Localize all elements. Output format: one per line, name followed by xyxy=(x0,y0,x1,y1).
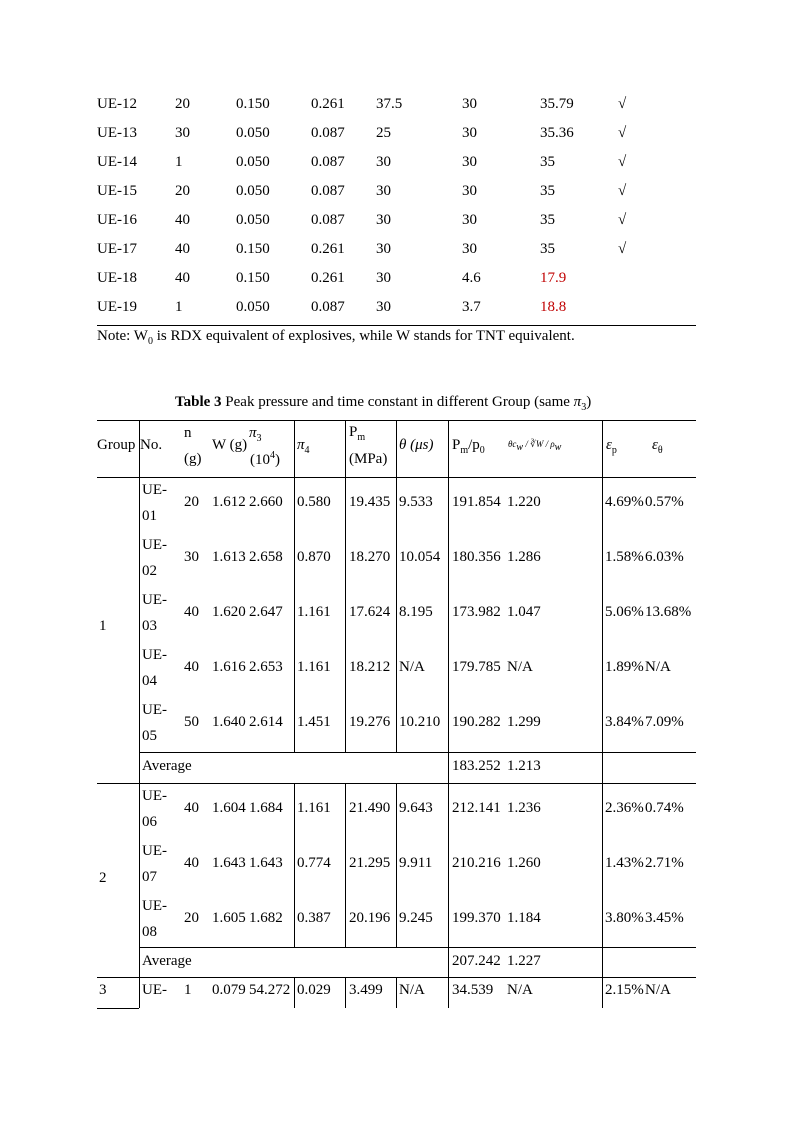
row-theta: 9.245 xyxy=(399,910,433,926)
table2-row-id: UE-17 xyxy=(97,241,137,257)
row-theta: N/A xyxy=(399,659,425,675)
row-ratio: N/A xyxy=(507,982,533,998)
row-ratio: 1.184 xyxy=(507,910,541,926)
vrule-after-pi3-b xyxy=(294,783,295,947)
row-n: 50 xyxy=(184,714,199,730)
row-e0: N/A xyxy=(645,982,671,998)
average-ratio: 1.227 xyxy=(507,953,541,969)
row-ep: 3.84% xyxy=(605,714,644,730)
table2-row-id: UE-19 xyxy=(97,299,137,315)
row-pi4: 1.161 xyxy=(297,659,331,675)
row-pm: 17.624 xyxy=(349,604,391,620)
row-ratio: 1.220 xyxy=(507,494,541,510)
table2-row-w: 0.261 xyxy=(311,96,345,112)
average-pmp0: 183.252 xyxy=(452,758,501,774)
row-no-prefix: UE- xyxy=(142,702,167,718)
row-no-suffix: 07 xyxy=(142,869,157,885)
header-e0: $\varepsilon_\theta$ xyxy=(652,437,663,456)
row-pm: 19.276 xyxy=(349,714,391,730)
row-w: 1.613 xyxy=(212,549,246,565)
table2-row-c: 30 xyxy=(376,241,391,257)
table2-row-check: √ xyxy=(618,212,627,228)
row-pi3: 1.643 xyxy=(249,855,283,871)
table2-bottom-rule xyxy=(97,325,696,326)
table2-row-id: UE-15 xyxy=(97,183,137,199)
vrule-after-pi4-c xyxy=(345,977,346,1008)
row-pi3: 2.614 xyxy=(249,714,283,730)
average-ratio: 1.213 xyxy=(507,758,541,774)
table2-row-w0: 0.050 xyxy=(236,212,270,228)
header-pi4: $\pi_4$ xyxy=(297,437,310,456)
row-ratio: 1.286 xyxy=(507,549,541,565)
table2-row-w0: 0.050 xyxy=(236,299,270,315)
row-ratio: N/A xyxy=(507,659,533,675)
row-w: 1.643 xyxy=(212,855,246,871)
row-pi4: 1.161 xyxy=(297,604,331,620)
header-pm: $P_m$ xyxy=(349,424,366,443)
table3-caption: Table 3 Peak pressure and time constant in different Group (same $\pi_3$) xyxy=(175,394,592,413)
header-pi3: $\pi_3$ xyxy=(249,425,262,444)
row-no-suffix: 03 xyxy=(142,618,157,634)
header-pmp0: $P_m/p_0$ xyxy=(452,437,485,456)
group2-avg-rule xyxy=(139,947,696,948)
table2-row-d: 30 xyxy=(462,154,477,170)
row-ep: 4.69% xyxy=(605,494,644,510)
average-label: Average xyxy=(142,758,192,774)
group3-partial-rule xyxy=(97,1008,139,1009)
table2-row-id: UE-12 xyxy=(97,96,137,112)
row-n: 40 xyxy=(184,855,199,871)
row-pmp0: 173.982 xyxy=(452,604,501,620)
table2-row-e: 35 xyxy=(540,183,555,199)
row-pmp0: 212.141 xyxy=(452,800,501,816)
table2-row-check: √ xyxy=(618,125,627,141)
row-n: 40 xyxy=(184,604,199,620)
group-label: 3 xyxy=(99,982,107,998)
table2-row-c: 30 xyxy=(376,183,391,199)
row-ep: 1.58% xyxy=(605,549,644,565)
row-no-prefix: UE- xyxy=(142,788,167,804)
row-theta: 10.210 xyxy=(399,714,441,730)
row-pi4: 0.870 xyxy=(297,549,331,565)
table2-row-e: 35 xyxy=(540,154,555,170)
row-pmp0: 191.854 xyxy=(452,494,501,510)
row-e0: 2.71% xyxy=(645,855,684,871)
row-pm: 18.270 xyxy=(349,549,391,565)
table2-row-w: 0.087 xyxy=(311,154,345,170)
row-w: 1.640 xyxy=(212,714,246,730)
row-ep: 5.06% xyxy=(605,604,644,620)
vrule-after-pm-c xyxy=(396,977,397,1008)
table2-row-w0: 0.050 xyxy=(236,154,270,170)
row-ep: 1.43% xyxy=(605,855,644,871)
table2-row-id: UE-14 xyxy=(97,154,137,170)
table2-row-c: 37.5 xyxy=(376,96,403,112)
table2-row-e: 35 xyxy=(540,212,555,228)
row-no-suffix: 05 xyxy=(142,728,157,744)
header-pm-unit: (MPa) xyxy=(349,451,388,467)
row-w: 1.616 xyxy=(212,659,246,675)
table2-row-c: 30 xyxy=(376,299,391,315)
row-pm: 18.212 xyxy=(349,659,391,675)
row-n: 40 xyxy=(184,800,199,816)
row-w: 0.079 xyxy=(212,982,246,998)
vrule-after-pi3-c xyxy=(294,977,295,1008)
row-theta: 10.054 xyxy=(399,549,441,565)
table2-row-e: 35 xyxy=(540,241,555,257)
row-ratio: 1.299 xyxy=(507,714,541,730)
row-pi4: 1.451 xyxy=(297,714,331,730)
row-no-suffix: 04 xyxy=(142,673,157,689)
header-w: W (g) xyxy=(212,437,248,453)
row-e0: 6.03% xyxy=(645,549,684,565)
table2-row-w: 0.087 xyxy=(311,299,345,315)
row-w: 1.605 xyxy=(212,910,246,926)
row-pi4: 0.029 xyxy=(297,982,331,998)
table2-row-n: 1 xyxy=(175,154,183,170)
row-pi3: 2.658 xyxy=(249,549,283,565)
table2-row-check: √ xyxy=(618,96,627,112)
row-pi3: 2.647 xyxy=(249,604,283,620)
row-ep: 3.80% xyxy=(605,910,644,926)
row-pm: 20.196 xyxy=(349,910,391,926)
row-theta: N/A xyxy=(399,982,425,998)
vrule-after-pm-a xyxy=(396,420,397,752)
table2-row-c: 30 xyxy=(376,212,391,228)
row-no-prefix: UE- xyxy=(142,592,167,608)
row-theta: 9.533 xyxy=(399,494,433,510)
row-pmp0: 179.785 xyxy=(452,659,501,675)
table2-row-n: 20 xyxy=(175,183,190,199)
row-theta: 9.643 xyxy=(399,800,433,816)
table2-row-w: 0.087 xyxy=(311,183,345,199)
row-ep: 1.89% xyxy=(605,659,644,675)
row-pm: 3.499 xyxy=(349,982,383,998)
row-no-suffix: 06 xyxy=(142,814,157,830)
table2-row-w0: 0.150 xyxy=(236,241,270,257)
group1-avg-rule xyxy=(139,752,696,753)
vrule-after-group xyxy=(139,420,140,1008)
row-pi3: 2.653 xyxy=(249,659,283,675)
row-pmp0: 210.216 xyxy=(452,855,501,871)
row-pmp0: 199.370 xyxy=(452,910,501,926)
row-e0: 3.45% xyxy=(645,910,684,926)
table2-row-w0: 0.050 xyxy=(236,125,270,141)
row-n: 40 xyxy=(184,659,199,675)
row-n: 20 xyxy=(184,910,199,926)
table2-row-n: 20 xyxy=(175,96,190,112)
row-w: 1.620 xyxy=(212,604,246,620)
table2-row-w: 0.261 xyxy=(311,241,345,257)
average-label: Average xyxy=(142,953,192,969)
table2-row-w: 0.087 xyxy=(311,125,345,141)
row-pi3: 1.684 xyxy=(249,800,283,816)
table2-row-d: 30 xyxy=(462,96,477,112)
table2-row-w: 0.261 xyxy=(311,270,345,286)
table2-row-w: 0.087 xyxy=(311,212,345,228)
row-no-prefix: UE- xyxy=(142,898,167,914)
table2-row-n: 40 xyxy=(175,270,190,286)
row-pi3: 1.682 xyxy=(249,910,283,926)
row-pi3: 54.272 xyxy=(249,982,291,998)
vrule-after-theta xyxy=(448,420,449,1008)
row-e0: 13.68% xyxy=(645,604,692,620)
table2-row-n: 30 xyxy=(175,125,190,141)
header-n: n xyxy=(184,425,192,441)
vrule-after-pm-b xyxy=(396,783,397,947)
group-label: 1 xyxy=(99,618,107,634)
row-ep: 2.15% xyxy=(605,982,644,998)
row-pm: 21.490 xyxy=(349,800,391,816)
header-theta: θ (μs) xyxy=(399,437,434,453)
group-label: 2 xyxy=(99,870,107,886)
header-ratio: $\theta c_w$ / ∛W / $\rho_w$ xyxy=(508,439,562,453)
table2-row-d: 30 xyxy=(462,241,477,257)
row-no-prefix: UE- xyxy=(142,647,167,663)
table2-row-c: 25 xyxy=(376,125,391,141)
row-e0: N/A xyxy=(645,659,671,675)
table2-row-n: 40 xyxy=(175,212,190,228)
vrule-after-ratio xyxy=(602,420,603,1008)
row-ratio: 1.260 xyxy=(507,855,541,871)
row-pmp0: 190.282 xyxy=(452,714,501,730)
row-no-prefix: UE- xyxy=(142,482,167,498)
row-n: 30 xyxy=(184,549,199,565)
row-no-suffix: 02 xyxy=(142,563,157,579)
row-theta: 8.195 xyxy=(399,604,433,620)
table2-note: Note: $W_0$ is RDX equivalent of explosives, while W stands for TNT equivalent. xyxy=(97,328,575,347)
row-ratio: 1.047 xyxy=(507,604,541,620)
row-pi4: 0.580 xyxy=(297,494,331,510)
row-no-prefix: UE- xyxy=(142,537,167,553)
row-e0: 7.09% xyxy=(645,714,684,730)
table2-row-e: 35.79 xyxy=(540,96,574,112)
row-w: 1.604 xyxy=(212,800,246,816)
row-pmp0: 180.356 xyxy=(452,549,501,565)
vrule-after-pi4-a xyxy=(345,420,346,752)
table2-row-n: 40 xyxy=(175,241,190,257)
row-no-suffix: 08 xyxy=(142,924,157,940)
table2-row-d: 30 xyxy=(462,212,477,228)
row-pm: 21.295 xyxy=(349,855,391,871)
table2-row-id: UE-16 xyxy=(97,212,137,228)
table2-row-d: 4.6 xyxy=(462,270,481,286)
row-pmp0: 34.539 xyxy=(452,982,494,998)
table2-row-d: 30 xyxy=(462,183,477,199)
table2-row-id: UE-13 xyxy=(97,125,137,141)
row-no-suffix: 01 xyxy=(142,508,157,524)
table2-row-c: 30 xyxy=(376,154,391,170)
header-ep: $\varepsilon_p$ xyxy=(606,437,617,456)
row-pi4: 0.774 xyxy=(297,855,331,871)
header-pi3-unit: $(10^4)$ xyxy=(250,450,280,468)
row-no-prefix: UE- xyxy=(142,982,167,998)
vrule-after-pi3-a xyxy=(294,420,295,752)
table2-row-w0: 0.150 xyxy=(236,270,270,286)
row-ratio: 1.236 xyxy=(507,800,541,816)
row-pi3: 2.660 xyxy=(249,494,283,510)
table2-row-check: √ xyxy=(618,154,627,170)
row-n: 1 xyxy=(184,982,192,998)
vrule-after-pi4-b xyxy=(345,783,346,947)
row-no-prefix: UE- xyxy=(142,843,167,859)
table2-row-d: 3.7 xyxy=(462,299,481,315)
header-n-unit: (g) xyxy=(184,451,202,467)
row-pi4: 1.161 xyxy=(297,800,331,816)
table2-row-w0: 0.050 xyxy=(236,183,270,199)
header-no: No. xyxy=(140,437,163,453)
table2-row-w0: 0.150 xyxy=(236,96,270,112)
table2-row-id: UE-18 xyxy=(97,270,137,286)
table2-row-check: √ xyxy=(618,183,627,199)
row-pm: 19.435 xyxy=(349,494,391,510)
table2-row-e: 17.9 xyxy=(540,270,567,286)
table2-row-e: 35.36 xyxy=(540,125,574,141)
average-pmp0: 207.242 xyxy=(452,953,501,969)
table2-row-c: 30 xyxy=(376,270,391,286)
row-ep: 2.36% xyxy=(605,800,644,816)
header-group: Group xyxy=(97,437,136,453)
row-pi4: 0.387 xyxy=(297,910,331,926)
row-w: 1.612 xyxy=(212,494,246,510)
table2-row-d: 30 xyxy=(462,125,477,141)
row-theta: 9.911 xyxy=(399,855,433,871)
row-e0: 0.74% xyxy=(645,800,684,816)
table2-row-e: 18.8 xyxy=(540,299,567,315)
table2-row-n: 1 xyxy=(175,299,183,315)
row-e0: 0.57% xyxy=(645,494,684,510)
row-n: 20 xyxy=(184,494,199,510)
table2-row-check: √ xyxy=(618,241,627,257)
